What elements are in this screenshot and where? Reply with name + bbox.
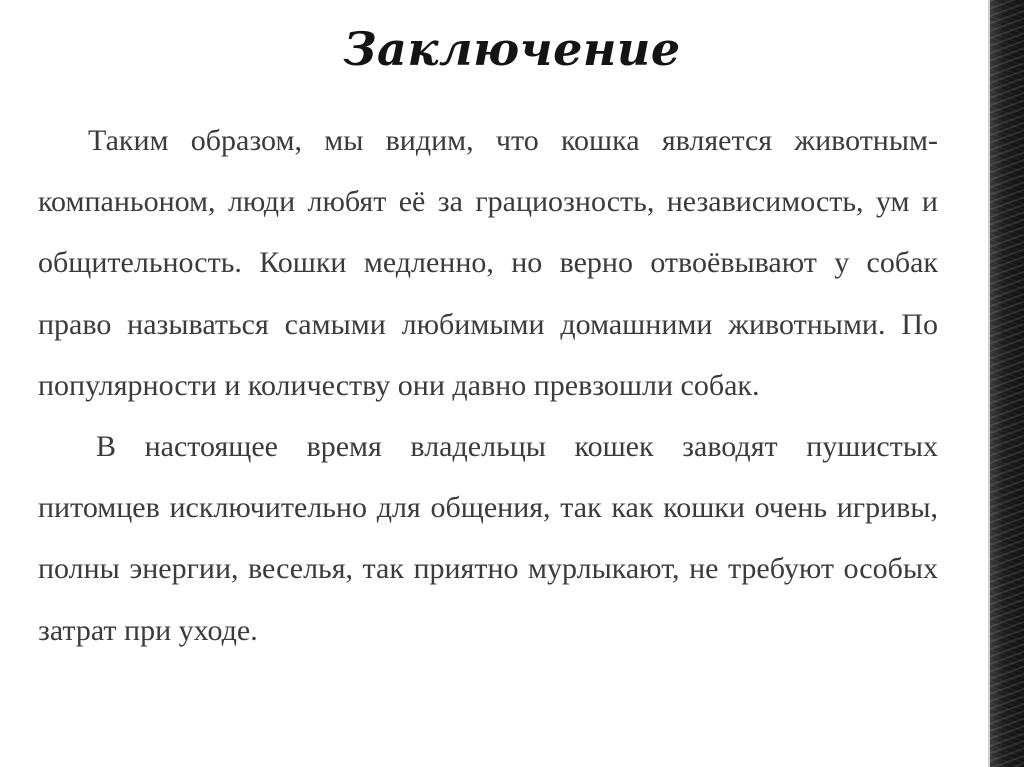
- paragraph-1: Таким образом, мы видим, что кошка является животным-компаньоном, люди любят её за грациозность, независимость, ум и общительность. Кошки медленно, но верно отвоёвывают у собак право называться самыми любимыми домашними животными. По популярности и количеству они давно превзошли собак.: [38, 124, 938, 402]
- slide-title: Заключение: [343, 22, 681, 76]
- decorative-edge-strip: [990, 0, 1024, 767]
- slide-body: [38, 110, 938, 661]
- paragraph-2: В настоящее время владельцы кошек заводят пушистых питомцев исключительно для общения, так как кошки очень игривы, полны энергии, веселья, так приятно мурлыкают, не требуют особых затрат при уходе.: [38, 430, 938, 647]
